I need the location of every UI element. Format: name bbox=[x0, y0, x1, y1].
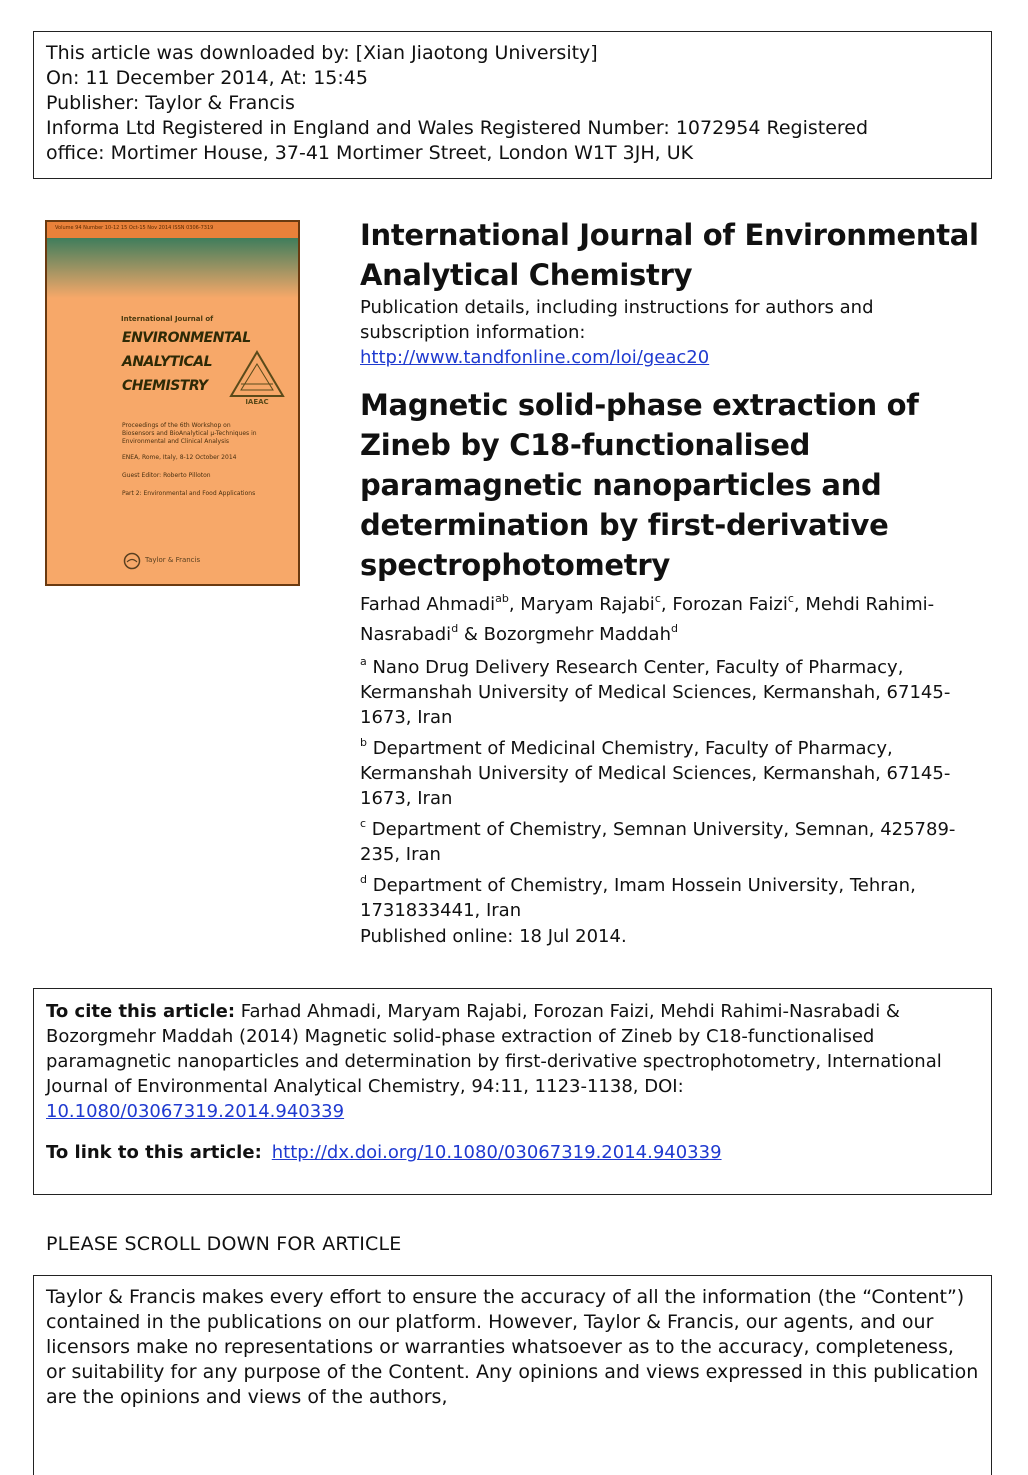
cover-publisher-logo bbox=[123, 552, 201, 574]
publication-details bbox=[360, 295, 980, 370]
download-line-1: This article was downloaded by: [Xian Jiaotong University] bbox=[46, 42, 598, 64]
download-line-5: office: Mortimer House, 37-41 Mortimer Street, London W1T 3JH, UK bbox=[46, 142, 694, 164]
affiliation-c-marker: c bbox=[360, 817, 367, 830]
cover-proceedings-1: Proceedings of the 6th Workshop on bbox=[122, 422, 231, 429]
article-title: Magnetic solid-phase extraction of Zineb by C18-functionalised paramagnetic nanoparticles and determination by first-derivative spectrophotometry bbox=[360, 388, 919, 582]
publication-details-text: Publication details, including instructions for authors and subscription information: bbox=[360, 297, 874, 343]
author-5: & Bozorgmehr Maddah bbox=[458, 624, 671, 645]
cover-editor: Guest Editor: Roberto Pilloton bbox=[122, 472, 211, 479]
author-4: , Mehdi Rahimi-Nasrabadi bbox=[360, 594, 935, 645]
author-list bbox=[360, 590, 980, 650]
cover-top-band bbox=[47, 222, 298, 238]
iaeac-logo-icon bbox=[229, 350, 285, 406]
author-2-affil: c bbox=[654, 592, 661, 605]
download-line-3: Publisher: Taylor & Francis bbox=[46, 92, 295, 114]
cover-green-band bbox=[47, 238, 298, 298]
journal-title: International Journal of Environmental Analytical Chemistry bbox=[360, 218, 979, 292]
author-2: , Maryam Rajabi bbox=[508, 594, 655, 615]
taylor-francis-logo-icon bbox=[123, 552, 141, 570]
affiliation-d-text: Department of Chemistry, Imam Hossein University, Tehran, 1731833441, Iran bbox=[360, 875, 916, 921]
citation-box bbox=[33, 988, 992, 1195]
author-3-affil: c bbox=[787, 592, 794, 605]
affiliation-a bbox=[360, 655, 970, 730]
affiliation-a-text: Nano Drug Delivery Research Center, Faculty of Pharmacy, Kermanshah University of Medical Sciences, Kermanshah, 67145-1673, Iran bbox=[360, 657, 951, 728]
author-3: , Forozan Faizi bbox=[660, 594, 788, 615]
affiliation-c-text: Department of Chemistry, Semnan University, Semnan, 425789-235, Iran bbox=[360, 819, 956, 865]
affiliation-c bbox=[360, 817, 970, 867]
journal-url-link[interactable]: http://www.tandfonline.com/loi/geac20 bbox=[360, 347, 710, 368]
iaeac-text: IAEAC bbox=[245, 398, 269, 406]
published-online-date: Published online: 18 Jul 2014. bbox=[360, 926, 627, 947]
author-5-affil: d bbox=[670, 622, 678, 635]
download-line-4: Informa Ltd Registered in England and Wales Registered Number: 1072954 Registered bbox=[46, 117, 869, 139]
disclaimer-text: Taylor & Francis makes every effort to ensure the accuracy of all the information (the “Content”) contained in the publications on our platform. However, Taylor & Francis, our agents, and our licensors make no representations or warranties whatsoever as to the accuracy, completeness, or suitability for any purpose of the Content. Any opinions and views expressed in this publication are the opinions and views of the authors, bbox=[46, 1286, 979, 1408]
download-line-2: On: 11 December 2014, At: 15:45 bbox=[46, 67, 368, 89]
scroll-down-notice: PLEASE SCROLL DOWN FOR ARTICLE bbox=[46, 1233, 402, 1255]
journal-cover-image bbox=[45, 220, 300, 586]
cover-word-environmental: ENVIRONMENTAL bbox=[122, 330, 251, 346]
affiliation-d-marker: d bbox=[360, 873, 367, 886]
cover-journal-of: International Journal of bbox=[121, 315, 214, 323]
affiliation-a-marker: a bbox=[360, 655, 367, 668]
cite-doi-link[interactable]: 10.1080/03067319.2014.940339 bbox=[46, 1101, 345, 1122]
cover-issue-info: Volume 94 Number 10-12 15 Oct-15 Nov 2014 ISSN 0306-7319 bbox=[55, 225, 214, 231]
cite-label: To cite this article: bbox=[46, 1001, 236, 1022]
affiliation-b-marker: b bbox=[360, 736, 367, 749]
cover-proceedings-2: Biosensors and BioAnalytical µ-Techniques in bbox=[122, 430, 257, 437]
author-1-affil: ab bbox=[495, 592, 509, 605]
article-doi-url-link[interactable]: http://dx.doi.org/10.1080/03067319.2014.940339 bbox=[271, 1142, 722, 1163]
disclaimer-box bbox=[33, 1275, 992, 1475]
link-to-article bbox=[46, 1140, 979, 1165]
author-4-affil: d bbox=[451, 622, 459, 635]
affiliation-d bbox=[360, 873, 970, 923]
cover-word-chemistry: CHEMISTRY bbox=[122, 378, 208, 394]
link-label: To link to this article: bbox=[46, 1142, 262, 1163]
cover-word-analytical: ANALYTICAL bbox=[122, 354, 213, 370]
author-1: Farhad Ahmadi bbox=[360, 594, 496, 615]
cover-venue: ENEA, Rome, Italy, 8-12 October 2014 bbox=[122, 454, 237, 461]
citation-paragraph bbox=[46, 999, 979, 1124]
cover-part: Part 2: Environmental and Food Applications bbox=[122, 490, 256, 497]
affiliation-b-text: Department of Medicinal Chemistry, Faculty of Pharmacy, Kermanshah University of Medical Sciences, Kermanshah, 67145-1673, Iran bbox=[360, 738, 951, 809]
download-info-box bbox=[33, 31, 992, 179]
cite-text: Farhad Ahmadi, Maryam Rajabi, Forozan Faizi, Mehdi Rahimi-Nasrabadi & Bozorgmehr Maddah (2014) Magnetic solid-phase extraction of Zineb by C18-functionalised paramagnetic nanoparticles and determination by first-derivative spectrophotometry, International Journal of Environmental Analytical Chemistry, 94:11, 1123-1138, DOI: bbox=[46, 1001, 942, 1097]
cover-publisher-name: Taylor & Francis bbox=[145, 556, 201, 564]
cover-proceedings-3: Environmental and Clinical Analysis bbox=[122, 438, 230, 445]
affiliation-b bbox=[360, 736, 970, 811]
